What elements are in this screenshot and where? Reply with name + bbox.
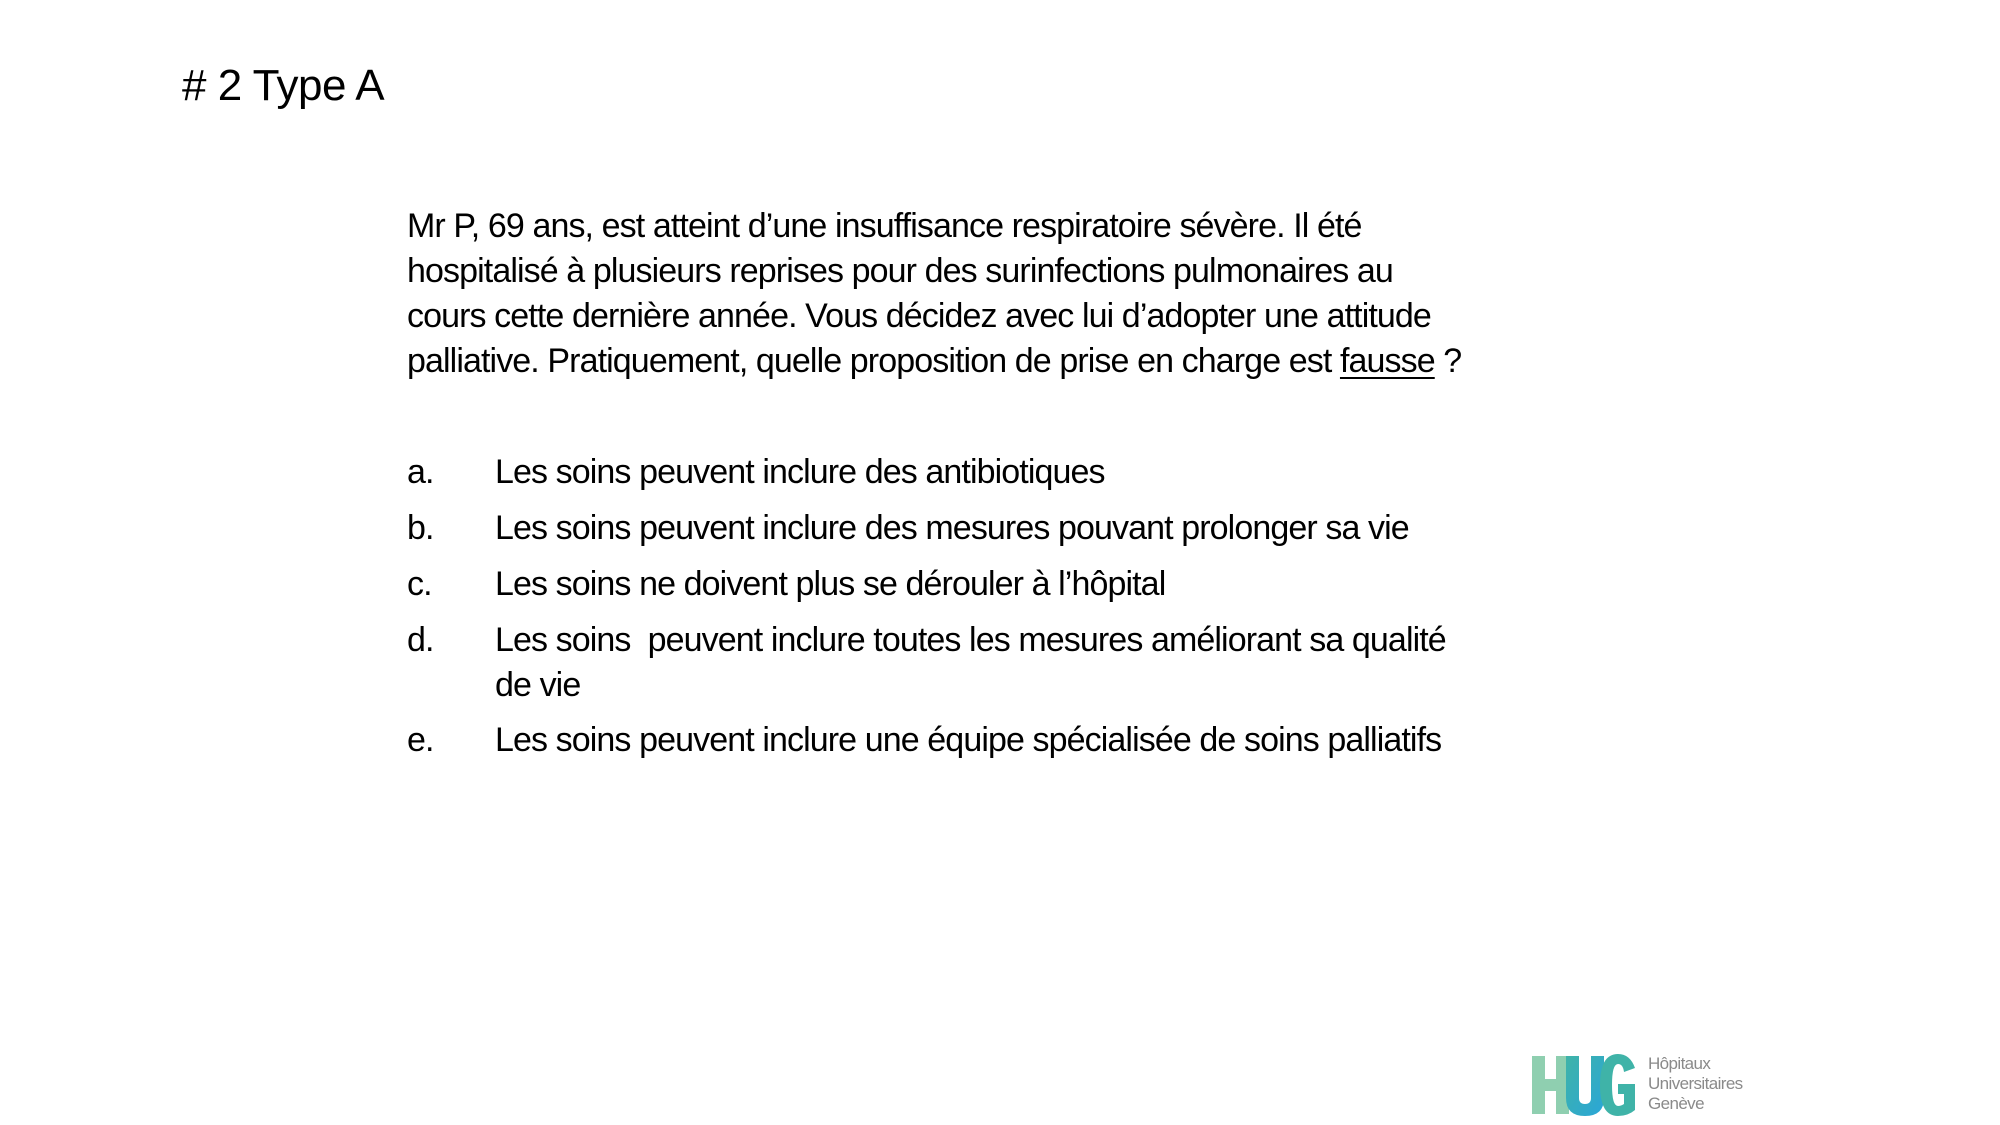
question-line-text: palliative. Pratiquement, quelle proposition de prise en charge est	[407, 342, 1340, 380]
hug-logo-text	[1648, 1054, 1743, 1114]
logo-text-line: Universitaires	[1648, 1074, 1743, 1093]
option-text-line: Les soins peuvent inclure une équipe spécialisée de soins palliatifs	[495, 721, 1442, 759]
question-line: hospitalisé à plusieurs reprises pour des surinfections pulmonaires au	[407, 252, 1393, 290]
option-text	[495, 562, 1705, 607]
option-label: d.	[407, 621, 434, 659]
logo-text-line: Hôpitaux	[1648, 1054, 1711, 1073]
option-text	[495, 718, 1705, 763]
option-text-line: Les soins peuvent inclure des antibiotiques	[495, 453, 1105, 491]
option-label: a.	[407, 453, 434, 491]
question-stem	[407, 204, 1727, 384]
option-label: b.	[407, 509, 434, 547]
hug-logo	[1532, 1052, 1752, 1118]
slide-title: # 2 Type A	[182, 61, 385, 110]
question-line: Mr P, 69 ans, est atteint d’une insuffisance respiratoire sévère. Il été	[407, 207, 1362, 245]
option-text	[495, 506, 1705, 551]
option-label: e.	[407, 721, 434, 759]
option-text-line: Les soins peuvent inclure des mesures pouvant prolonger sa vie	[495, 509, 1409, 547]
question-mark: ?	[1434, 342, 1462, 380]
option-text-line: Les soins ne doivent plus se dérouler à l’hôpital	[495, 565, 1166, 603]
question-line: cours cette dernière année. Vous décidez avec lui d’adopter une attitude	[407, 297, 1431, 335]
underlined-word: fausse	[1339, 342, 1435, 380]
option-text-line: Les soins peuvent inclure toutes les mesures améliorant sa qualité	[495, 621, 1446, 659]
option-label: c.	[407, 565, 432, 603]
question-line-last	[407, 339, 1727, 384]
logo-text-line: Genève	[1648, 1094, 1704, 1113]
hug-logo-mark-icon	[1532, 1054, 1636, 1116]
option-text	[495, 618, 1705, 708]
option-text	[495, 450, 1705, 495]
option-text-line: de vie	[495, 666, 581, 704]
